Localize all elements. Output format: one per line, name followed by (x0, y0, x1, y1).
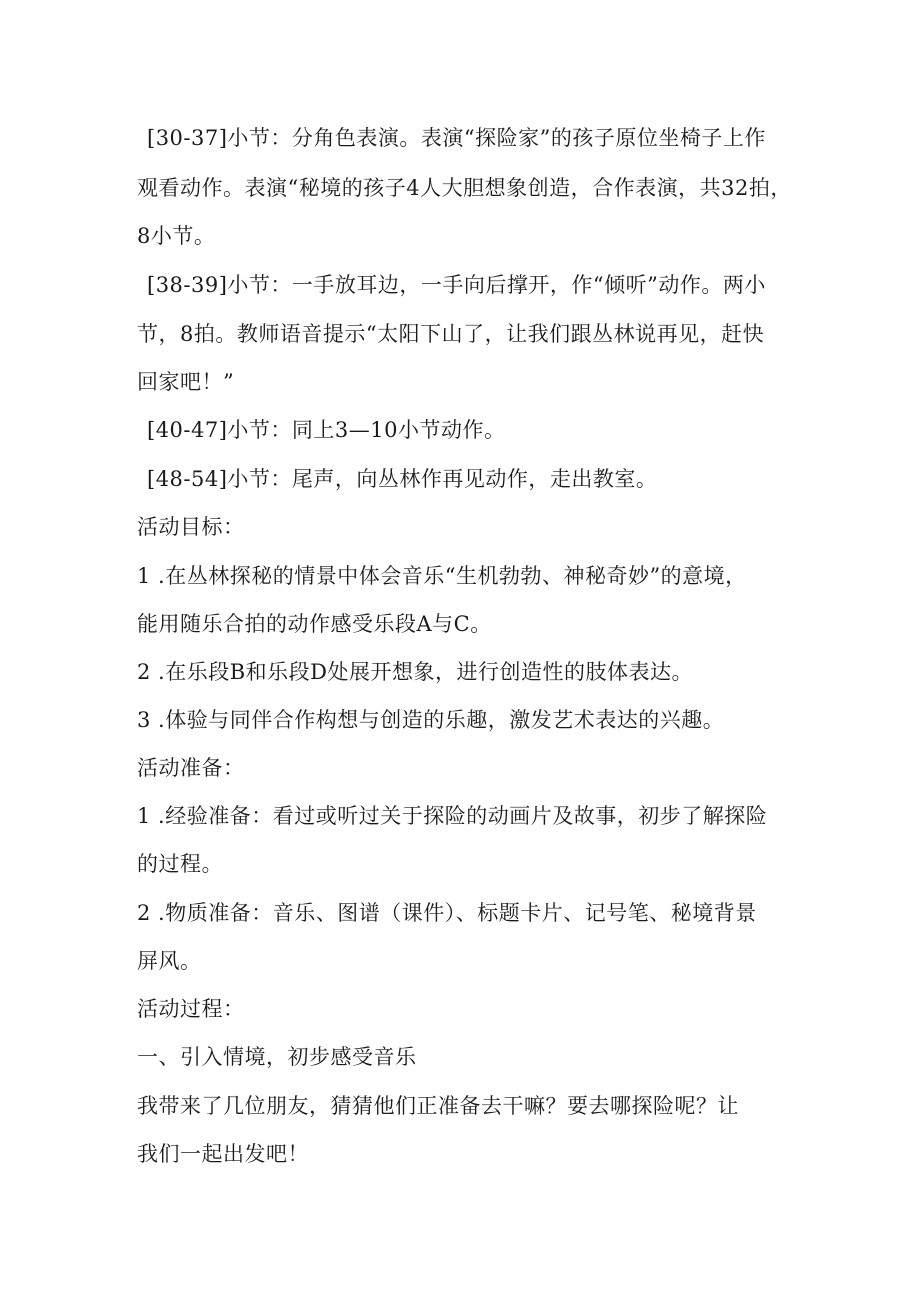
text-line: 节，8拍。教师语音提示“太阳下山了，让我们跟丛林说再见，赶快 (137, 322, 765, 346)
section-heading: 活动准备： (137, 756, 245, 780)
text-line: 8小节。 (137, 224, 216, 248)
text-line: 3 .体验与同伴合作构想与创造的乐趣，激发艺术表达的兴趣。 (137, 708, 725, 732)
text-line: 1 .在丛林探秘的情景中体会音乐“生机勃勃、神秘奇妙”的意境， (137, 564, 747, 588)
text-line: [30-37]小节：分角色表演。表演“探险家”的孩子原位坐椅子上作 (147, 126, 766, 150)
section-heading: 活动过程： (137, 997, 245, 1021)
text-line: 我带来了几位朋友，猜猜他们正准备去干嘛？要去哪探险呢？让 (137, 1094, 739, 1118)
text-line: 的过程。 (137, 852, 223, 876)
text-line: 我们一起出发吧！ (137, 1142, 309, 1166)
text-line: [40-47]小节：同上3—10小节动作。 (147, 418, 506, 442)
text-line: 观看动作。表演“秘境的孩子4人大胆想象创造，合作表演，共32拍， (137, 176, 792, 200)
text-line: 2 .在乐段B和乐段D处展开想象，进行创造性的肢体表达。 (137, 660, 693, 684)
text-line: 能用随乐合拍的动作感受乐段A与C。 (137, 612, 492, 636)
text-line: 回家吧！” (137, 370, 235, 394)
subsection-heading: 一、引入情境，初步感受音乐 (137, 1045, 417, 1069)
section-heading: 活动目标： (137, 515, 245, 539)
text-line: [38-39]小节：一手放耳边，一手向后撑开，作“倾听”动作。两小 (147, 273, 766, 297)
text-line: 屏风。 (137, 949, 202, 973)
text-line: 2 .物质准备：音乐、图谱（课件）、标题卡片、记号笔、秘境背景 (137, 901, 757, 925)
text-line: [48-54]小节：尾声，向丛林作再见动作，走出教室。 (147, 467, 658, 491)
text-line: 1 .经验准备：看过或听过关于探险的动画片及故事，初步了解探险 (137, 804, 768, 828)
